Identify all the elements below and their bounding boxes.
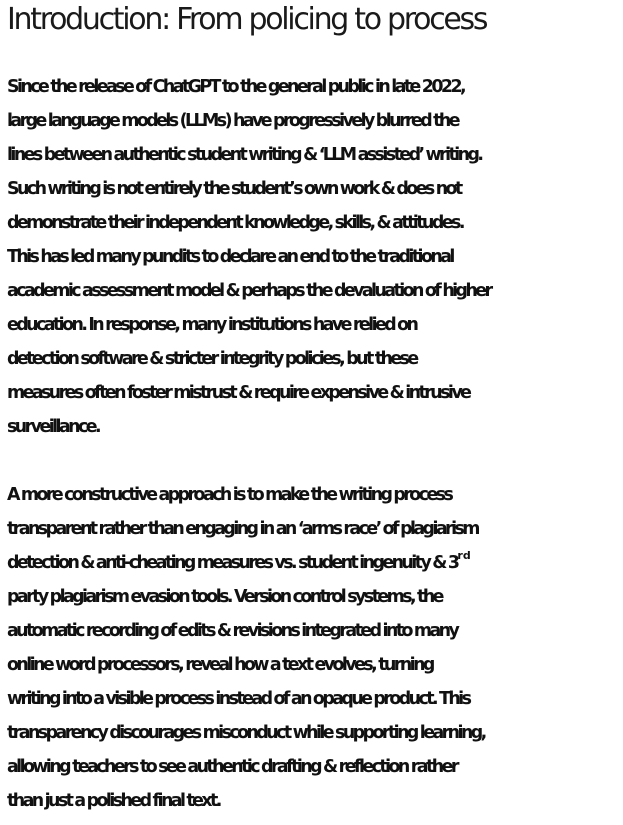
text-line: transparency discourages misconduct while supporting learning,	[7, 723, 485, 743]
text-line: lines between authentic student writing & ‘LLM assisted’ writing.	[7, 145, 482, 165]
text-line: transparent rather than engaging in an ‘arms race’ of plagiarism	[7, 519, 478, 539]
text-line-with-superscript	[7, 546, 619, 580]
ordinal-superscript: rd	[457, 549, 471, 562]
text-line: academic assessment model & perhaps the devaluation of higher	[7, 281, 491, 301]
text-line: than just a polished final text.	[7, 791, 220, 811]
text-line: large language models (LLMs) have progressively blurred the	[7, 111, 458, 131]
line-text: detection & anti-cheating measures vs. student ingenuity & 3	[7, 553, 458, 573]
text-line: demonstrate their independent knowledge, skills, & attitudes.	[7, 213, 463, 233]
paragraph-1	[7, 70, 619, 444]
text-line: allowing teachers to see authentic drafting & reflection rather	[7, 757, 457, 777]
text-line: Such writing is not entirely the student’s own work & does not	[7, 179, 461, 199]
text-line: detection software & stricter integrity policies, but these	[7, 349, 417, 369]
text-line: This has led many pundits to declare an end to the traditional	[7, 247, 453, 267]
text-line: education. In response, many institutions have relied on	[7, 315, 417, 335]
paragraph-2	[7, 478, 619, 818]
text-line: party plagiarism evasion tools. Version control systems, the	[7, 587, 442, 607]
text-line: automatic recording of edits & revisions integrated into many	[7, 621, 458, 641]
section-heading: Introduction: From policing to process	[7, 2, 487, 37]
text-line: measures often foster mistrust & require expensive & intrusive	[7, 383, 470, 403]
document-page	[7, 0, 619, 818]
text-line: online word processors, reveal how a text evolves, turning	[7, 655, 433, 675]
text-line: Since the release of ChatGPT to the general public in late 2022,	[7, 77, 465, 97]
text-line: surveillance.	[7, 417, 99, 437]
text-line: writing into a visible process instead of an opaque product. This	[7, 689, 470, 709]
text-line: A more constructive approach is to make the writing process	[7, 485, 452, 505]
